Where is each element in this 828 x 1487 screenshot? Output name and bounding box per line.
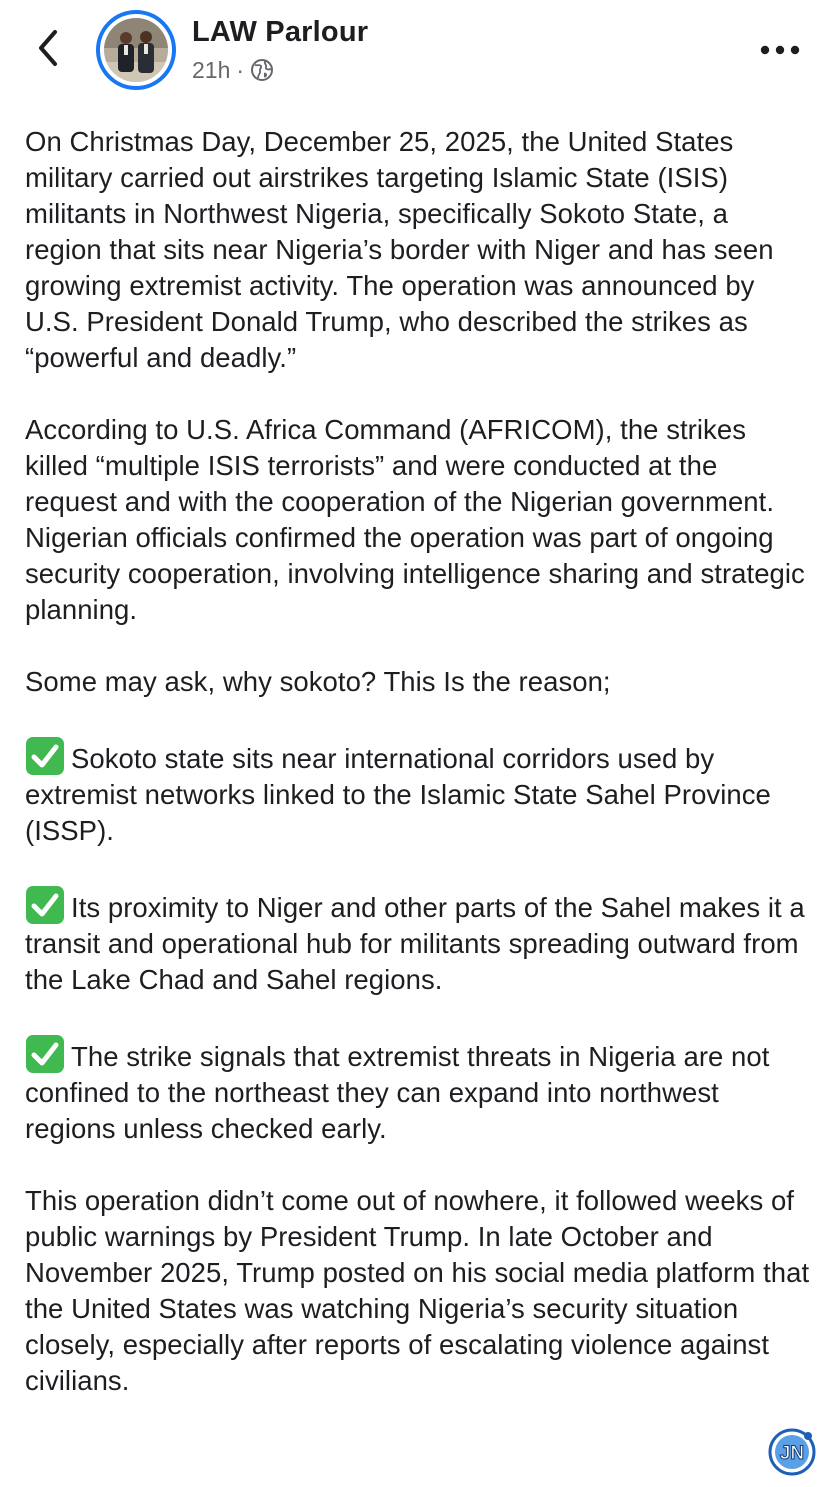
- reason-text: Sokoto state sits near international corridors used by extremist networks linked to the Islamic State Sahel Province (ISSP).: [25, 743, 771, 846]
- more-options-button[interactable]: [758, 30, 802, 70]
- meta-separator: ·: [236, 56, 245, 83]
- post-text: [25, 124, 811, 1399]
- reason-item: [25, 885, 811, 998]
- timestamp[interactable]: 21h: [192, 56, 231, 83]
- check-mark-icon: [25, 1034, 65, 1074]
- avatar[interactable]: [96, 10, 176, 90]
- globe-icon[interactable]: [250, 58, 274, 82]
- reason-item: [25, 736, 811, 849]
- post-meta: [192, 56, 274, 84]
- check-mark-icon: [25, 736, 65, 776]
- post-header: [0, 0, 828, 110]
- reason-item: [25, 1034, 811, 1147]
- reason-text: Its proximity to Niger and other parts of the Sahel makes it a transit and operational hub for militants spreading outward from the Lake Chad and Sahel regions.: [25, 892, 805, 995]
- paragraph: On Christmas Day, December 25, 2025, the United States military carried out airstrikes targeting Islamic State (ISIS) militants in Northwest Nigeria, specifically Sokoto State, a region that sits near Nigeria’s border with Niger and has seen growing extremist activity. The operation was announced by U.S. President Donald Trump, who described the strikes as “powerful and deadly.”: [25, 126, 774, 373]
- page-name[interactable]: LAW Parlour: [192, 16, 369, 48]
- reason-text: The strike signals that extremist threats in Nigeria are not confined to the northeast they can expand into northwest regions unless checked early.: [25, 1041, 770, 1144]
- check-mark-icon: [25, 885, 65, 925]
- more-horizontal-icon: [760, 45, 800, 55]
- back-button[interactable]: [26, 26, 70, 70]
- chevron-left-icon: [35, 28, 61, 68]
- jn-logo-watermark: [768, 1428, 816, 1476]
- avatar-photo: [104, 18, 168, 82]
- watermark-text: JN: [779, 1443, 805, 1464]
- paragraph: Some may ask, why sokoto? This Is the reason;: [25, 666, 611, 697]
- paragraph: This operation didn’t come out of nowhere, it followed weeks of public warnings by President Trump. In late October and November 2025, Trump posted on his social media platform that the United States was watching Nigeria’s security situation closely, especially after reports of escalating violence against civilians.: [25, 1185, 810, 1396]
- paragraph: According to U.S. Africa Command (AFRICOM), the strikes killed “multiple ISIS terrorists” and were conducted at the request and with the cooperation of the Nigerian government. Nigerian officials confirmed the operation was part of ongoing security cooperation, involving intelligence sharing and strategic planning.: [25, 414, 805, 625]
